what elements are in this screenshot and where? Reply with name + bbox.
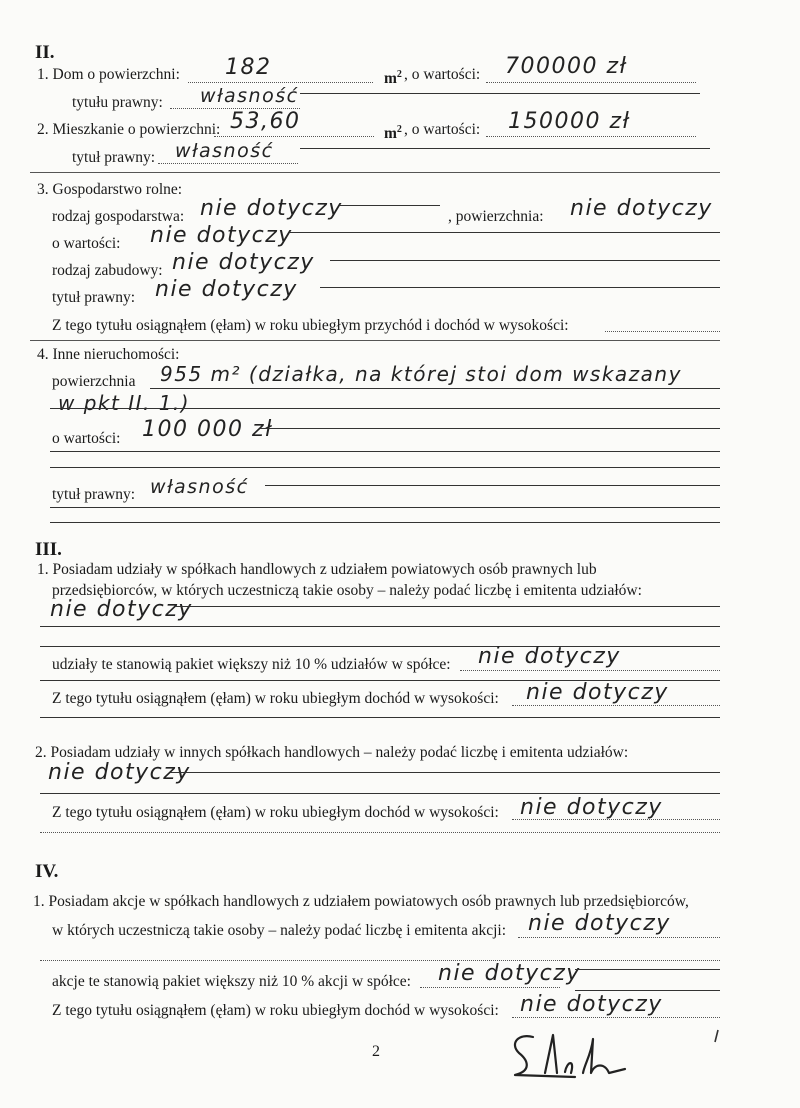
sec3-p2-dochod-label: Z tego tytułu osiągnąłem (ęłam) w roku ubiegłym dochód w wysokości: (52, 804, 499, 821)
separator-1 (30, 172, 720, 173)
gospodarstwo-label: 3. Gospodarstwo rolne: (37, 181, 183, 198)
mieszkanie-area-value: 53,60 (230, 109, 301, 134)
inne-title-line (265, 485, 720, 486)
powierzchnia-label: , powierzchnia: (448, 208, 544, 225)
inne-title-value: własność (150, 476, 249, 498)
sec3-p1-line1: 1. Posiadam udziały w spółkach handlowych z udziałem powiatowych osób prawnych lub (37, 561, 597, 578)
dom-title-label: tytułu prawny: (72, 94, 163, 111)
sec3-dochod-line-2 (40, 717, 720, 718)
inne-pow-label: powierzchnia (52, 373, 136, 390)
gosp-title-line (320, 287, 720, 288)
tick-mark (712, 1028, 722, 1046)
sec3-p2-line-b (40, 793, 720, 794)
gosp-title-label: tytuł prawny: (52, 289, 136, 306)
gosp-dochod-label: Z tego tytułu osiągnąłem (ęłam) w roku ubiegłym przychód i dochód w wysokości: (52, 317, 569, 334)
sec3-dochod-label: Z tego tytułu osiągnąłem (ęłam) w roku ubiegłym dochód w wysokości: (52, 690, 499, 707)
sec3-pakiet-label: udziały te stanowią pakiet większy niż 10 % udziałów w spółce: (52, 656, 451, 673)
gosp-title-value: nie dotyczy (155, 277, 298, 302)
signature (505, 1025, 645, 1085)
m2-unit-2: $m^2$ (384, 124, 402, 143)
sec3-p1-answer: nie dotyczy (50, 597, 193, 622)
dom-area-line (188, 82, 373, 83)
sec4-pakiet-line-2 (575, 969, 720, 970)
sec3-dochod-line (512, 705, 720, 706)
dom-label: 1. Dom o powierzchni: (37, 66, 180, 83)
mieszkanie-title-dots (158, 163, 298, 164)
sec3-p1-line-a (175, 606, 720, 607)
inne-wart-line (260, 428, 720, 429)
inne-pow-line (150, 388, 720, 389)
sec4-p1-answer-line (518, 937, 720, 938)
mieszkanie-value: 150000 zł (508, 109, 631, 134)
dom-value: 700000 zł (505, 54, 628, 79)
rodzaj-gosp-line (340, 205, 440, 206)
sec4-p1-answer: nie dotyczy (528, 911, 671, 936)
sec3-pakiet-line (460, 670, 720, 671)
separator-2 (30, 340, 720, 341)
section-heading-ii: II. (35, 42, 55, 63)
mieszkanie-area-line (214, 136, 374, 137)
mieszkanie-value-label: , o wartości: (404, 121, 481, 138)
rodzaj-zabudowy-value: nie dotyczy (172, 250, 315, 275)
dom-value-label: , o wartości: (404, 66, 481, 83)
dom-value-line (486, 82, 696, 83)
o-wartosci-value: nie dotyczy (150, 223, 293, 248)
sec4-dochod-label: Z tego tytułu osiągnąłem (ęłam) w roku ubiegłym dochód w wysokości: (52, 1002, 499, 1019)
mieszkanie-title-label: tytuł prawny: (72, 149, 156, 166)
sec4-pakiet-line-3 (575, 990, 720, 991)
sec4-p1-line-b (40, 960, 720, 961)
sec3-p1-line2: przedsiębiorców, w których uczestniczą takie osoby – należy podać liczbę i emitenta udziałów: (52, 582, 642, 599)
sec3-p2-line1: 2. Posiadam udziały w innych spółkach handlowych – należy podać liczbę i emitenta udziałów: (35, 744, 629, 761)
inne-title-line-3 (50, 522, 720, 523)
mieszkanie-title-line (300, 148, 710, 149)
sec3-p2-line-a (170, 772, 720, 773)
powierzchnia-value: nie dotyczy (570, 196, 713, 221)
rodzaj-gosp-value: nie dotyczy (200, 196, 343, 221)
sec4-pakiet-value: nie dotyczy (438, 961, 581, 986)
inne-pow-value: 955 m² (działka, na której stoi dom wskazany (160, 362, 682, 386)
mieszkanie-label: 2. Mieszkanie o powierzchni: (37, 121, 221, 138)
inne-label: 4. Inne nieruchomości: (37, 346, 180, 363)
inne-pow-value-2: w pkt II. 1.) (58, 391, 191, 415)
o-wartosci-label: o wartości: (52, 235, 121, 252)
rodzaj-gosp-label: rodzaj gospodarstwa: (52, 208, 185, 225)
inne-wart-label: o wartości: (52, 430, 121, 447)
sec4-p1-line2: w których uczestniczą takie osoby – należy podać liczbę i emitenta akcji: (52, 922, 507, 939)
sec3-p2-dochod-value: nie dotyczy (520, 795, 663, 820)
inne-pow-line-2 (50, 408, 720, 409)
inne-title-line-2 (50, 507, 720, 508)
dom-area-value: 182 (225, 55, 272, 80)
m2-unit: $m^2$ (384, 69, 402, 88)
sec4-dochod-line (512, 1017, 720, 1018)
section-heading-iii: III. (35, 539, 62, 560)
sec3-p2-answer: nie dotyczy (48, 760, 191, 785)
section-heading-iv: IV. (35, 861, 59, 882)
page-number: 2 (372, 1043, 380, 1060)
dom-title-line (300, 93, 700, 94)
sec4-pakiet-label: akcje te stanowią pakiet większy niż 10 % akcji w spółce: (52, 973, 411, 990)
sec3-p2-dochod-line-2 (40, 832, 720, 833)
inne-wart-value: 100 000 zł (142, 417, 273, 442)
sec4-p1-line1: 1. Posiadam akcje w spółkach handlowych z udziałem powiatowych osób prawnych lub przedsiębiorców, (33, 893, 689, 910)
sec4-pakiet-line (420, 987, 560, 988)
sec3-dochod-value: nie dotyczy (526, 680, 669, 705)
inne-wart-line-3 (50, 467, 720, 468)
dom-title-value: własność (200, 85, 299, 107)
inne-title-label: tytuł prawny: (52, 486, 136, 503)
sec3-pakiet-value: nie dotyczy (478, 644, 621, 669)
mieszkanie-value-line (486, 136, 696, 137)
sec4-dochod-value: nie dotyczy (520, 992, 663, 1017)
gosp-dochod-line (605, 331, 720, 332)
mieszkanie-title-value: własność (175, 140, 274, 162)
rodzaj-zabudowy-line (330, 260, 720, 261)
inne-wart-line-2 (50, 451, 720, 452)
rodzaj-zabudowy-label: rodzaj zabudowy: (52, 262, 163, 279)
o-wartosci-line (290, 232, 720, 233)
sec3-p1-line-b (40, 626, 720, 627)
